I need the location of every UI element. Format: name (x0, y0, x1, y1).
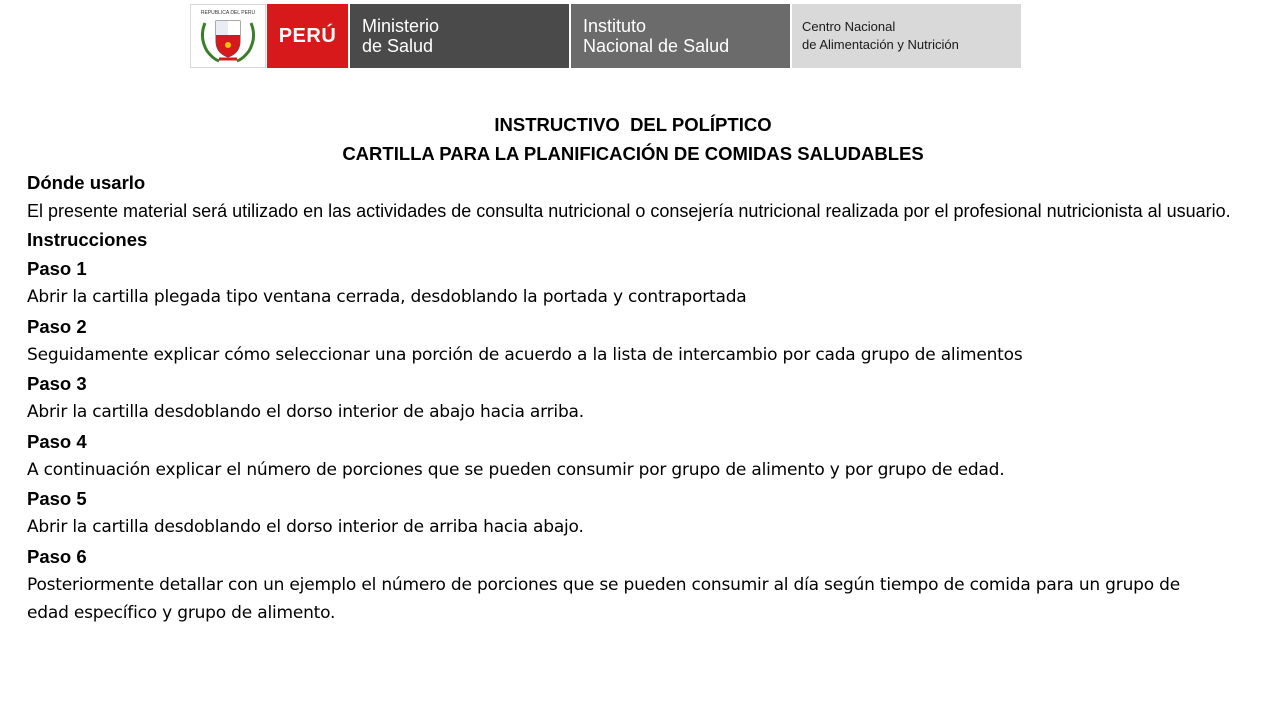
step-text: Abrir la cartilla desdoblando el dorso interior de arriba hacia abajo. (27, 517, 584, 537)
minsa-line-1: Ministerio (362, 16, 440, 36)
step-text: Posteriormente detallar con un ejemplo el número de porciones que se pueden consumir al día según tiempo de comida para un grupo de edad específico y grupo de alimento. (27, 574, 1180, 623)
step-label: Paso 1 (27, 258, 87, 279)
peru-coat-of-arms-logo (190, 4, 266, 68)
step-text: Seguidamente explicar cómo seleccionar una porción de acuerdo a la lista de intercambio por cada grupo de alimentos (27, 344, 1023, 365)
cenan-logo (792, 4, 1021, 68)
document-title-line-1: INSTRUCTIVO DEL POLÍPTICO (494, 114, 772, 135)
step-label: Paso 4 (27, 430, 87, 452)
cenan-line-1: Centro Nacional (802, 19, 896, 34)
peru-label: PERÚ (278, 24, 337, 47)
minsa-line-2: de Salud (362, 36, 434, 56)
step-4 (27, 427, 1239, 485)
step-6 (27, 542, 1239, 628)
document-title-line-2: CARTILLA PARA LA PLANIFICACIÓN DE COMIDAS SALUDABLES (342, 143, 924, 164)
peru-logo (267, 4, 348, 68)
step-label: Paso 2 (27, 315, 87, 337)
step-1 (27, 254, 1239, 312)
ins-line-2: Nacional de Salud (583, 36, 730, 56)
minsa-logo (350, 4, 569, 68)
step-text: Abrir la cartilla desdoblando el dorso interior de abajo hacia arriba. (27, 402, 584, 422)
cenan-line-2: de Alimentación y Nutrición (802, 37, 959, 52)
step-label: Paso 5 (27, 488, 87, 509)
step-text: A continuación explicar el número de porciones que se pueden consumir por grupo de alimento y por grupo de edad. (27, 459, 1005, 480)
where-heading: Dónde usarlo (27, 172, 146, 193)
where-paragraph: El presente material será utilizado en las actividades de consulta nutricional o consejería nutricional realizada por el profesional nutricionista al usuario. (27, 201, 1231, 221)
step-5 (27, 484, 1239, 542)
ins-logo (571, 4, 790, 68)
instructions-heading: Instrucciones (27, 229, 148, 250)
coat-of-arms-icon (197, 7, 259, 65)
document-body (27, 110, 1239, 628)
svg-text:REPUBLICA DEL PERU: REPUBLICA DEL PERU (200, 10, 256, 16)
step-2 (27, 312, 1239, 370)
step-3 (27, 369, 1239, 427)
step-label: Paso 3 (27, 373, 87, 394)
ins-line-1: Instituto (583, 16, 647, 36)
step-text: Abrir la cartilla plegada tipo ventana cerrada, desdoblando la portada y contraportada (27, 287, 747, 307)
header-banner (190, 4, 1023, 68)
step-label: Paso 6 (27, 545, 87, 567)
